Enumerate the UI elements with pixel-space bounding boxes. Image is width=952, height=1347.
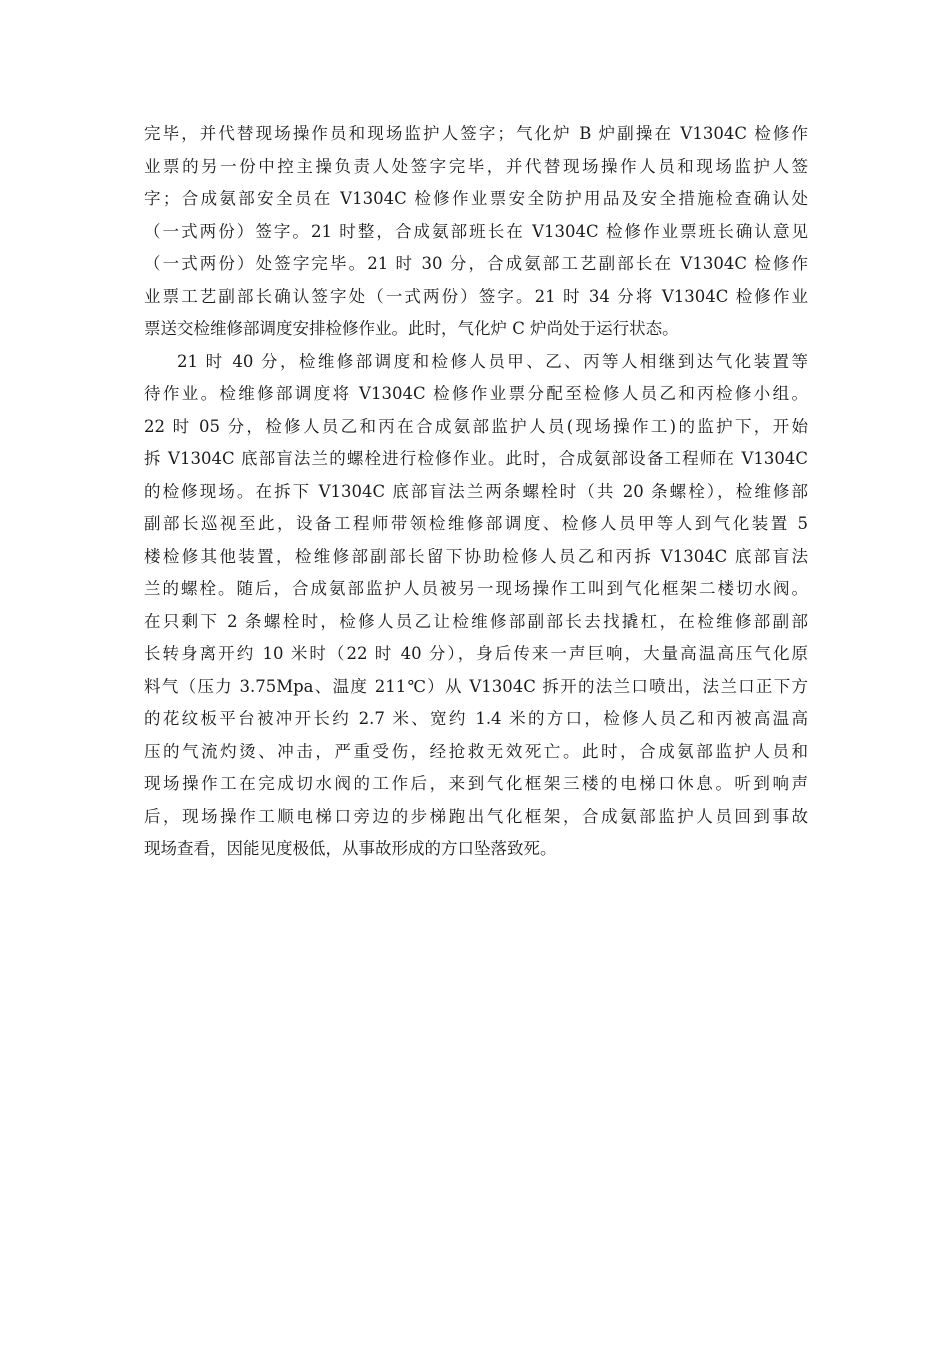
text-line: 业票的另一份中控主操负责人处签字完毕，并代替现场操作人员和现场监护人签: [144, 156, 808, 176]
text-line: 票送交检维修部调度安排检修作业。此时，气化炉 C 炉尚处于运行状态。: [144, 319, 679, 338]
text-line: 业票工艺副部长确认签字处（一式两份）签字。21 时 34 分将 V1304C 检修作业: [144, 286, 808, 306]
text-line: （一式两份）签字。21 时整，合成氨部班长在 V1304C 检修作业票班长确认意见: [144, 221, 808, 241]
text-line: 现场查看，因能见度极低，从事故形成的方口坠落致死。: [144, 839, 557, 858]
text-line: 在只剩下 2 条螺栓时，检修人员乙让检维修部副部长去找撬杠，在检维修部副部: [144, 611, 808, 631]
text-line: 的检修现场。在拆下 V1304C 底部盲法兰两条螺栓时（共 20 条螺栓），检维修部: [144, 481, 808, 501]
text-line: 待作业。检维修部调度将 V1304C 检修作业票分配至检修人员乙和丙检修小组。: [144, 384, 808, 403]
text-line: 后，现场操作工顺电梯口旁边的步梯跑出气化框架，合成氨部监护人员回到事故: [144, 806, 808, 826]
text-line: （一式两份）处签字完毕。21 时 30 分，合成氨部工艺副部长在 V1304C 检修作: [144, 254, 808, 273]
text-line: 的花纹板平台被冲开长约 2.7 米、宽约 1.4 米的方口，检修人员乙和丙被高温高: [144, 709, 808, 728]
text-line: 现场操作工在完成切水阀的工作后，来到气化框架三楼的电梯口休息。听到响声: [144, 774, 808, 793]
text-line: 副部长巡视至此，设备工程师带领检维修部调度、检修人员甲等人到气化装置 5: [144, 514, 808, 533]
text-line: 压的气流灼烫、冲击，严重受伤，经抢救无效死亡。此时，合成氨部监护人员和: [144, 741, 808, 761]
text-line: 料气（压力 3.75Mpa、温度 211℃）从 V1304C 拆开的法兰口喷出，法兰口正下方: [144, 676, 808, 696]
text-line: 长转身离开约 10 米时（22 时 40 分），身后传来一声巨响，大量高温高压气化原: [144, 644, 808, 663]
text-line: 21 时 40 分，检维修部调度和检修人员甲、乙、丙等人相继到达气化装置等: [177, 351, 808, 371]
document-body: [144, 118, 808, 866]
text-line: 字；合成氨部安全员在 V1304C 检修作业票安全防护用品及安全措施检查确认处: [144, 189, 808, 208]
text-line: 楼检修其他装置，检维修部副部长留下协助检修人员乙和丙拆 V1304C 底部盲法: [144, 546, 808, 566]
text-line: 兰的螺栓。随后，合成氨部监护人员被另一现场操作工叫到气化框架二楼切水阀。: [144, 579, 808, 598]
paragraph: [144, 346, 808, 866]
text-line: 完毕，并代替现场操作员和现场监护人签字；气化炉 B 炉副操在 V1304C 检修作: [144, 124, 808, 143]
text-line: 22 时 05 分，检修人员乙和丙在合成氨部监护人员(现场操作工)的监护下，开始: [144, 416, 808, 436]
text-line: 拆 V1304C 底部盲法兰的螺栓进行检修作业。此时，合成氨部设备工程师在 V1304C: [144, 449, 808, 468]
paragraph: [144, 118, 808, 346]
